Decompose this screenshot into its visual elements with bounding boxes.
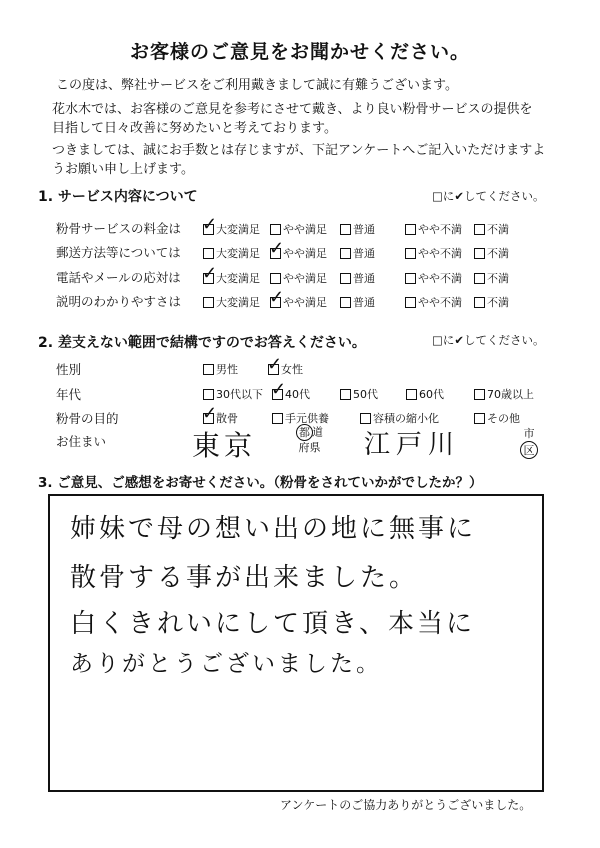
option-label: 手元供養 xyxy=(285,412,329,425)
age-option xyxy=(406,386,444,402)
option-label: やや満足 xyxy=(283,223,327,236)
check-mark-icon: ✓ xyxy=(267,353,283,375)
section1-option xyxy=(340,245,375,261)
intro-line-2: 花水木では、お客様のご意見を参考にさせて戴き、より良い粉骨サービスの提供を xyxy=(52,102,533,117)
checkbox[interactable] xyxy=(203,389,214,400)
age-option xyxy=(271,378,310,402)
section1-option xyxy=(203,294,260,310)
age-option xyxy=(474,386,534,402)
pref-suffix-rest: 道 xyxy=(312,425,323,439)
prefecture-suffix xyxy=(296,424,323,455)
checkbox[interactable] xyxy=(202,213,218,235)
section1-note: □に✔してください。 xyxy=(432,189,545,203)
checkbox[interactable] xyxy=(270,273,281,284)
option-label: 大変満足 xyxy=(216,296,260,309)
option-label: 容積の縮小化 xyxy=(373,412,439,425)
address-city: 江戸川 xyxy=(364,430,461,460)
checkbox[interactable] xyxy=(340,297,351,308)
city-suffix-top: 市 xyxy=(523,427,535,440)
checkbox[interactable] xyxy=(340,389,351,400)
option-label: 普通 xyxy=(353,247,375,260)
option-label: 70歳以上 xyxy=(487,388,534,401)
check-mark-icon: ✓ xyxy=(269,237,285,259)
check-mark-icon: ✓ xyxy=(202,213,218,235)
section1-option xyxy=(474,221,509,237)
section1-option xyxy=(474,245,509,261)
section1-heading: 1. サービス内容について xyxy=(38,189,198,205)
gender-label: 性別 xyxy=(56,362,82,377)
check-mark-icon: ✓ xyxy=(202,402,218,424)
checkbox[interactable] xyxy=(203,297,214,308)
option-label: 30代以下 xyxy=(216,388,263,401)
checkbox[interactable] xyxy=(405,224,416,235)
option-label: 普通 xyxy=(353,272,375,285)
section1-option xyxy=(340,270,375,286)
section1-row-label: 郵送方法等については xyxy=(56,245,181,260)
checkbox[interactable] xyxy=(360,413,371,424)
section1-option xyxy=(202,213,260,237)
option-label: やや不満 xyxy=(418,296,462,309)
intro-line-3: 目指して日々改善に努めたいと考えております。 xyxy=(52,121,337,136)
check-mark-icon: ✓ xyxy=(271,378,287,400)
checkbox[interactable] xyxy=(269,286,285,308)
page-title: お客様のご意見をお聞かせください。 xyxy=(129,41,470,63)
option-label: 50代 xyxy=(353,388,378,401)
section1-option xyxy=(405,294,462,310)
option-label: やや不満 xyxy=(418,272,462,285)
section2-heading: 2. 差支えない範囲で結構ですのでお答えください。 xyxy=(38,335,366,351)
city-suffix xyxy=(520,426,538,459)
checkbox[interactable] xyxy=(405,273,416,284)
section1-row-label: 電話やメールの応対は xyxy=(56,270,181,285)
checkbox[interactable] xyxy=(267,353,283,375)
option-label: 不満 xyxy=(487,296,509,309)
section1-option xyxy=(269,237,327,261)
address-label: お住まい xyxy=(56,434,107,449)
option-label: 不満 xyxy=(487,247,509,260)
footer-thanks: アンケートのご協力ありがとうございました。 xyxy=(280,798,532,812)
option-label: 40代 xyxy=(285,388,310,401)
checkbox[interactable] xyxy=(405,297,416,308)
checkbox[interactable] xyxy=(474,389,485,400)
check-mark-icon: ✓ xyxy=(202,262,218,284)
section3-heading: 3. ご意見、ご感想をお寄せください。（粉骨をされていかがでしたか？） xyxy=(38,475,483,491)
section1-option xyxy=(474,294,509,310)
section1-row-label: 粉骨サービスの料金は xyxy=(56,221,182,236)
option-label: 大変満足 xyxy=(216,272,260,285)
section1-option xyxy=(405,270,462,286)
pref-suffix-bottom: 府県 xyxy=(298,441,321,454)
city-circle-mark: 区 xyxy=(520,441,538,459)
option-label: やや満足 xyxy=(283,247,327,260)
checkbox[interactable] xyxy=(202,402,218,424)
option-label: 女性 xyxy=(281,363,303,376)
section1-option xyxy=(270,270,327,286)
option-label: 男性 xyxy=(216,363,238,376)
checkbox[interactable] xyxy=(202,262,218,284)
option-label: やや満足 xyxy=(283,272,327,285)
checkbox[interactable] xyxy=(340,273,351,284)
intro-line-5: うお願い申し上げます。 xyxy=(52,162,194,177)
section1-option xyxy=(405,221,462,237)
option-label: やや不満 xyxy=(418,247,462,260)
checkbox[interactable] xyxy=(474,413,485,424)
checkbox[interactable] xyxy=(405,248,416,259)
checkbox[interactable] xyxy=(203,364,214,375)
option-label: 普通 xyxy=(353,223,375,236)
gender-option xyxy=(203,361,238,377)
option-label: 不満 xyxy=(487,223,509,236)
comment-line-2: 散骨する事が出来ました。 xyxy=(70,563,419,593)
section1-row-label: 説明のわかりやすさは xyxy=(56,294,182,309)
check-mark-icon: ✓ xyxy=(269,286,285,308)
section1-option xyxy=(202,262,260,286)
checkbox[interactable] xyxy=(340,224,351,235)
option-label: やや不満 xyxy=(418,223,462,236)
option-label: その他 xyxy=(487,412,520,425)
age-option xyxy=(340,386,378,402)
section1-option xyxy=(203,245,260,261)
address-prefecture: 東京 xyxy=(192,429,257,462)
checkbox[interactable] xyxy=(272,413,283,424)
checkbox[interactable] xyxy=(474,224,485,235)
section1-option xyxy=(340,221,375,237)
section2-note: □に✔してください。 xyxy=(432,333,545,347)
option-label: 60代 xyxy=(419,388,444,401)
checkbox[interactable] xyxy=(474,248,485,259)
comment-line-1: 姉妹で母の想い出の地に無事に xyxy=(70,514,477,544)
comment-line-3: 白くきれいにして頂き、本当に xyxy=(70,609,475,639)
pref-circle-mark: 都 xyxy=(296,424,313,441)
checkbox[interactable] xyxy=(271,378,287,400)
option-label: 不満 xyxy=(487,272,509,285)
comment-line-4: ありがとうございました。 xyxy=(70,651,382,677)
intro-line-1: この度は、弊社サービスをご利用戴きまして誠に有難うございます。 xyxy=(56,78,458,93)
section1-option xyxy=(474,270,509,286)
option-label: 大変満足 xyxy=(216,247,260,260)
checkbox[interactable] xyxy=(406,389,417,400)
purpose-option xyxy=(474,410,520,426)
purpose-label: 粉骨の目的 xyxy=(56,411,119,426)
checkbox[interactable] xyxy=(474,297,485,308)
option-label: 大変満足 xyxy=(216,223,260,236)
age-option xyxy=(203,386,263,402)
checkbox[interactable] xyxy=(270,224,281,235)
section1-option xyxy=(340,294,375,310)
section1-option xyxy=(270,221,327,237)
checkbox[interactable] xyxy=(203,248,214,259)
checkbox[interactable] xyxy=(269,237,285,259)
option-label: 散骨 xyxy=(216,412,238,425)
checkbox[interactable] xyxy=(474,273,485,284)
section1-option xyxy=(269,286,327,310)
option-label: 普通 xyxy=(353,296,375,309)
section1-option xyxy=(405,245,462,261)
intro-line-4: つきましては、誠にお手数とは存じますが、下記アンケートへご記入いただけますよ xyxy=(52,143,546,158)
option-label: やや満足 xyxy=(283,296,327,309)
age-label: 年代 xyxy=(56,387,82,402)
checkbox[interactable] xyxy=(340,248,351,259)
gender-option xyxy=(267,353,303,377)
